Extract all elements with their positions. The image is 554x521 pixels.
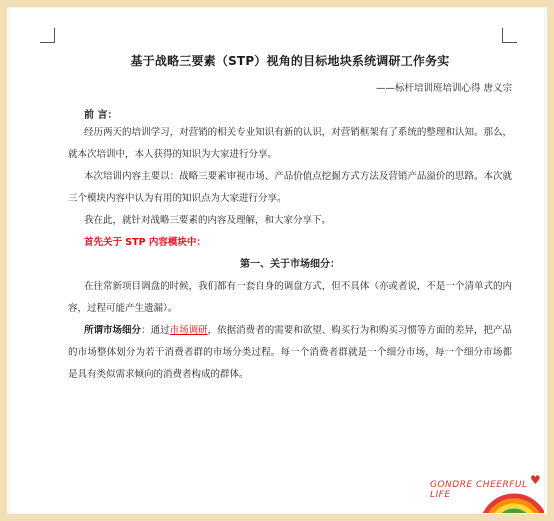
document-title: 基于战略三要素（STP）视角的目标地块系统调研工作务实 [130, 54, 450, 68]
rainbow-icon [474, 488, 544, 513]
module-heading [68, 232, 512, 254]
part-one-heading: 第一、关于市场细分： [240, 259, 340, 270]
footer-brand: GONDRE CHEERFUL LIFE [430, 480, 528, 500]
paragraph: 本次培训内容主要以：战略三要素审视市场、产品价值点挖掘方式方法及营销产品溢价的思路。本次就三个模块内容中认为有用的知识点为大家进行分享。 [68, 171, 512, 204]
segment-paragraph [68, 320, 512, 386]
heart-icon: ♥ [530, 473, 541, 487]
market-research-link[interactable]: 市场调研 [169, 325, 208, 336]
document-body [68, 53, 512, 386]
paragraph: 我在此，就针对战略三要素的内容及理解，和大家分享下。 [84, 215, 332, 226]
document-page [10, 8, 544, 513]
page-corner-mark-left [40, 28, 55, 43]
paragraph: 在往常新项目调盘的时候，我们都有一套自身的调盘方式，但不具体（亦或者说，不是一个清单式的内容，过程可能产生遗漏）。 [68, 281, 512, 314]
module-heading-text: 首先关于 STP 内容模块中： [84, 237, 206, 248]
segment-term: 所谓市场细分 [84, 325, 142, 336]
document-byline: ——标杆培训班培训心得 唐义宗 [375, 83, 512, 94]
paragraph: 经历两天的培训学习，对营销的相关专业知识有新的认识，对营销框架有了系统的整理和认知。那么，就本次培训中，本人获得的知识为大家进行分享。 [68, 127, 512, 160]
preface-heading: 前 言： [84, 110, 118, 121]
segment-definition: ，依据消费者的需要和欲望、购买行为和购买习惯等方面的差异，把产品的市场整体划分为若干消费者群的市场分类过程。每一个消费者群就是一个细分市场，每一个细分市场都是具有类似需求倾向的消费者构成的群体。 [68, 325, 512, 380]
segment-prefix: ：通过 [141, 325, 170, 336]
page-corner-mark-right [502, 28, 517, 43]
